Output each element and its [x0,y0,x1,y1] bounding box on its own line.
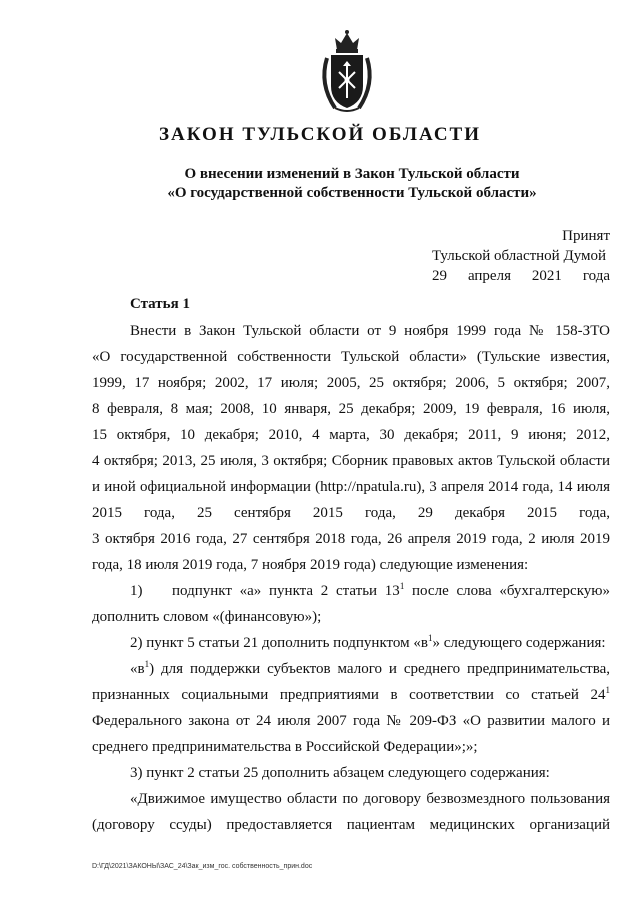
accepted-by: Тульской областной Думой [432,248,607,264]
body-line: 8 февраля, 8 мая; 2008, 10 января, 25 декабря; 2009, 19 февраля, 16 июля, [92,401,610,417]
file-path-footer: D:\ГД\2021\ЗАКОНЫ\ЗАС_24\Зак_изм_гос. собственность_прин.doc [92,863,313,870]
body-line: 3 октября 2016 года, 27 сентября 2018 года, 26 апреля 2019 года, 2 июля 2019 [92,531,610,547]
subtitle-line-2: «О государственной собственности Тульской области» [167,185,537,201]
accepted-year-word: года [582,268,610,284]
item-3-quote-line-2: (договору ссуды) предоставляется пациентам медицинских организаций [92,817,610,833]
item-1-line-1: 1) подпункт «а» пункта 2 статьи $13^1$ после слова «бухгалтерскую» [92,578,610,604]
body-line: и иной официальной информации (http://npatula.ru), 3 апреля 2014 года, 14 июля [92,479,610,495]
article-heading: Статья 1 [130,296,190,312]
body-line: 4 октября; 2013, 25 июля, 3 октября; Сборник правовых актов Тульской области [92,453,610,469]
law-subtitle [0,165,640,203]
accepted-year: 2021 [531,268,562,284]
subtitle-line-1: О внесении изменений в Закон Тульской области [184,166,520,182]
accepted-month: апреля [467,268,511,284]
accepted-date [432,266,610,286]
body-line: Внести в Закон Тульской области от 9 ноября 1999 года № 158-ЗТО [130,323,610,339]
item-2-line: 2) пункт 5 статьи 21 дополнить подпунктом «$в^1$» следующего содержания: [130,633,606,651]
tula-coat-of-arms [315,28,379,116]
item-2-quote-line-2: признанных социальными предприятиями в соответствии со статьей $24^1$ [92,685,610,703]
item-3-line: 3) пункт 2 статьи 25 дополнить абзацем следующего содержания: [130,765,550,781]
accepted-block [432,226,610,286]
article-body [92,318,610,838]
item-2-quote-line-4: среднего предпринимательства в Российской Федерации»;»; [92,739,478,755]
item-3-quote-line-1: «Движимое имущество области по договору безвозмездного пользования [130,791,610,807]
body-line: 15 октября, 10 декабря; 2010, 4 марта, 30 декабря; 2011, 9 июня; 2012, [92,427,610,443]
law-title: ЗАКОН ТУЛЬСКОЙ ОБЛАСТИ [158,124,482,145]
item-1-line-2: дополнить словом «(финансовую»); [92,609,322,625]
body-line: года, 18 июля 2019 года, 7 ноября 2019 года) следующие изменения: [92,557,529,573]
accepted-day: 29 [432,268,447,284]
item-2-quote-line-1: «$в^1$) для поддержки субъектов малого и среднего предпринимательства, [130,659,610,677]
accepted-label: Принят [562,228,610,244]
item-1-number: 1) [130,583,143,599]
body-line: «О государственной собственности Тульской области» (Тульские известия, [92,349,610,365]
body-line: 1999, 17 ноября; 2002, 17 июля; 2005, 25 октября; 2006, 5 октября; 2007, [92,375,610,391]
body-line: 2015 года, 25 сентября 2015 года, 29 декабря 2015 года, [92,505,610,521]
item-2-quote-line-3: Федерального закона от 24 июля 2007 года № 209-ФЗ «О развитии малого и [92,713,610,729]
